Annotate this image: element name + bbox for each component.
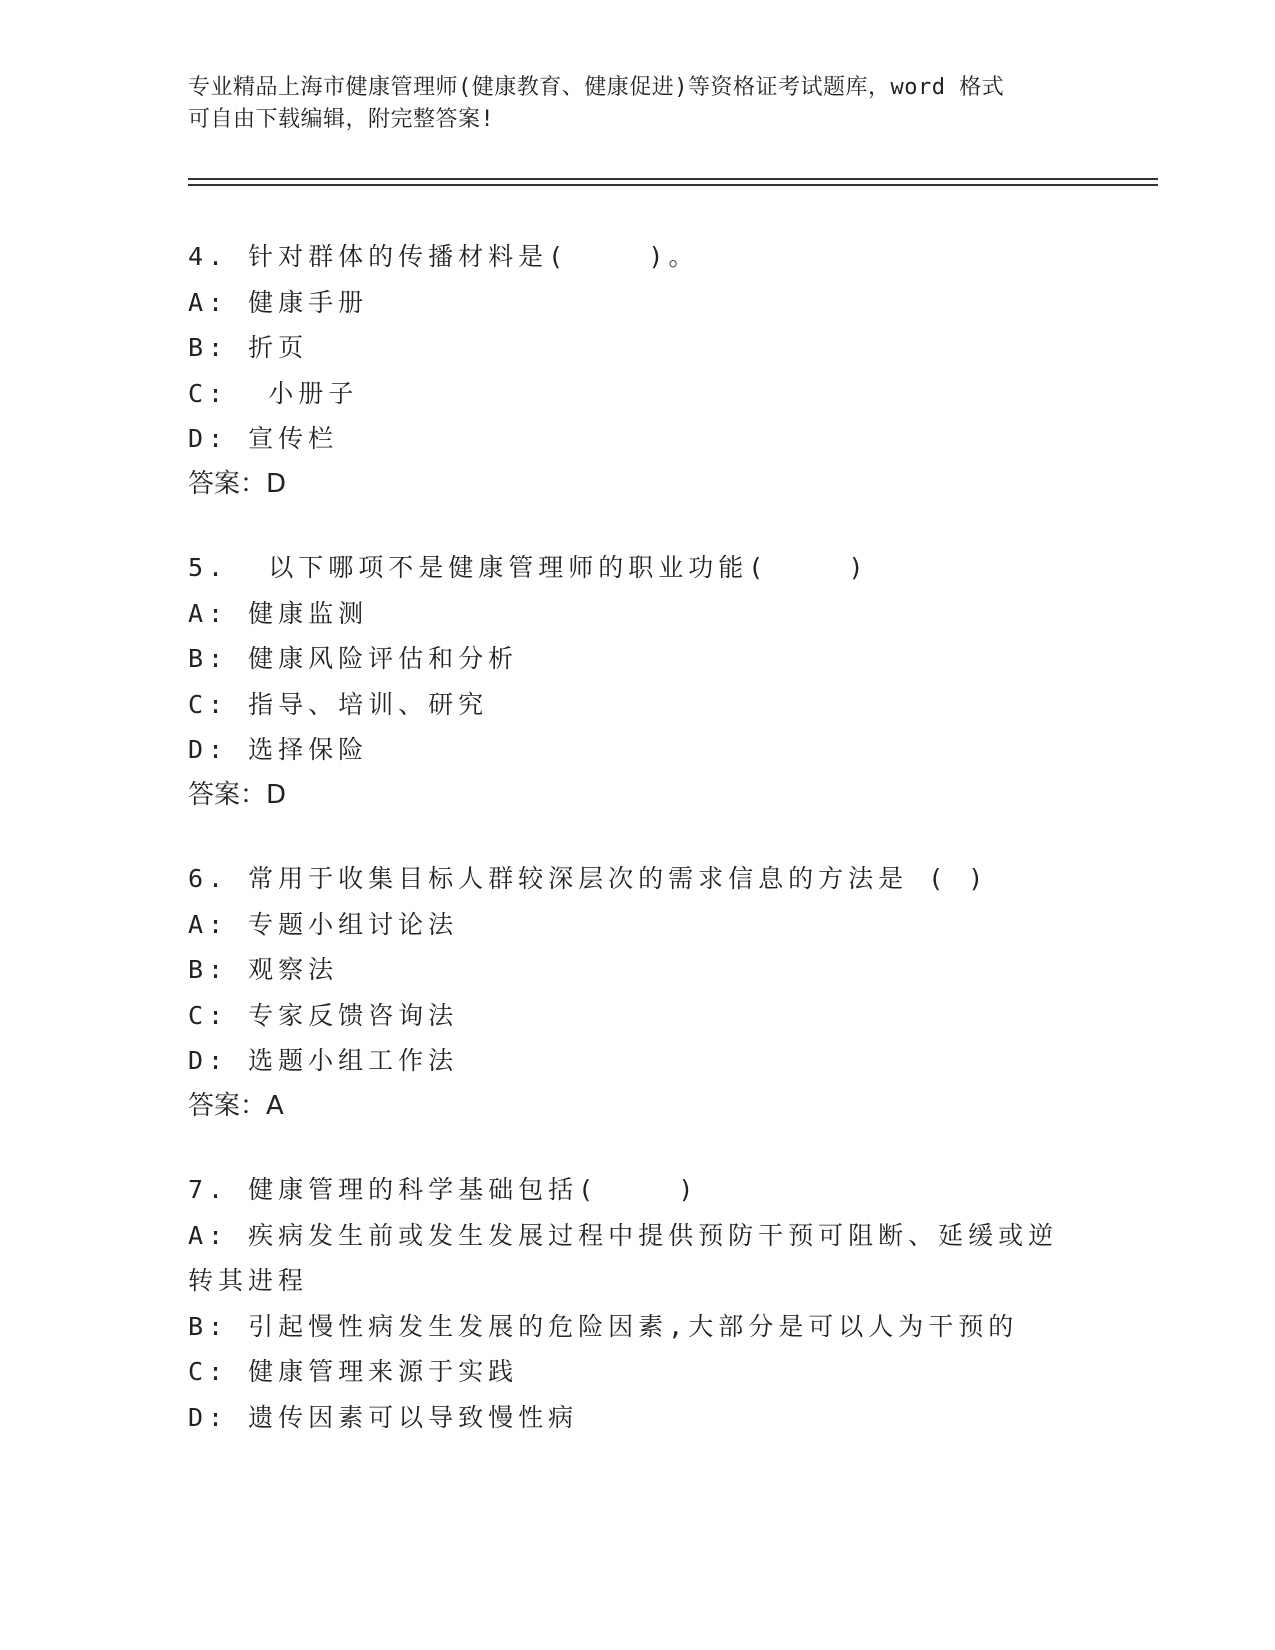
option-d: D: 宣传栏 <box>188 424 339 453</box>
option-c: C: 专家反馈咨询法 <box>188 1000 459 1030</box>
option-a: A: 专题小组讨论法 <box>188 909 459 939</box>
question-5 <box>188 545 1088 818</box>
option-a: A: 健康手册 <box>188 287 369 317</box>
option-c: C: 指导、培训、研究 <box>188 689 489 719</box>
answer: 答案：D <box>188 468 287 499</box>
option-c: C: 小册子 <box>188 378 359 408</box>
option-c: C: 健康管理来源于实践 <box>188 1357 519 1386</box>
option-d: D: 选题小组工作法 <box>188 1046 459 1075</box>
header-line-2: 可自由下载编辑，附完整答案! <box>188 107 495 132</box>
document-header <box>188 72 1088 136</box>
option-a: A: 健康监测 <box>188 598 369 628</box>
option-b: B: 健康风险评估和分析 <box>188 644 519 673</box>
question-7 <box>188 1167 1088 1440</box>
question-4 <box>188 234 1088 507</box>
header-line-1: 专业精品上海市健康管理师(健康教育、健康促进)等资格证考试题库，word 格式 <box>188 75 1005 100</box>
question-stem: 7. 健康管理的科学基础包括( ) <box>188 1175 699 1204</box>
answer: 答案：A <box>188 1090 284 1121</box>
option-b: B: 折页 <box>188 333 309 362</box>
header-divider-bottom <box>188 184 1158 186</box>
question-stem: 6. 常用于收集目标人群较深层次的需求信息的方法是 ( ) <box>188 864 989 893</box>
option-b: B: 观察法 <box>188 955 339 984</box>
question-stem: 5. 以下哪项不是健康管理师的职业功能( ) <box>188 553 869 582</box>
header-divider-top <box>188 178 1158 180</box>
option-d: D: 遗传因素可以导致慢性病 <box>188 1402 579 1432</box>
question-list <box>188 234 1088 1478</box>
option-b: B: 引起慢性病发生发展的危险因素,大部分是可以人为干预的 <box>188 1311 1019 1341</box>
question-stem: 4. 针对群体的传播材料是( )。 <box>188 242 699 271</box>
option-d: D: 选择保险 <box>188 735 369 764</box>
option-a: A: 疾病发生前或发生发展过程中提供预防干预可阻断、延缓或逆转其进程 <box>188 1220 1059 1295</box>
question-6 <box>188 856 1088 1129</box>
answer: 答案：D <box>188 779 287 810</box>
